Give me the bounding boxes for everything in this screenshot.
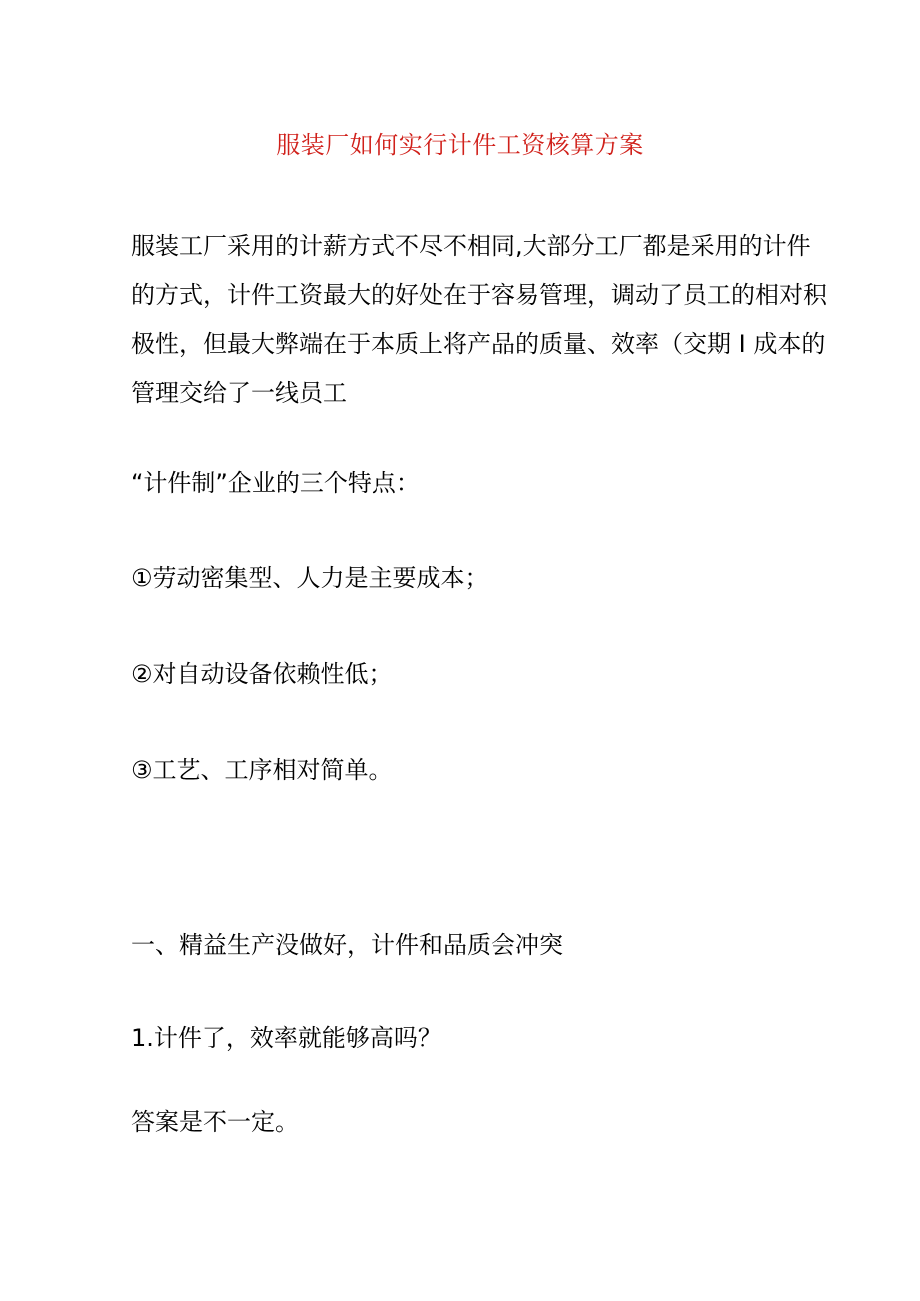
question-text: 1.计件了，效率就能够高吗？ (131, 1024, 442, 1052)
feature-item: ①劳动密集型、人力是主要成本； (131, 564, 489, 592)
section-heading: 一、精益生产没做好，计件和品质会冲突 (131, 931, 563, 959)
intro-paragraph (131, 222, 827, 418)
feature-item: ③工艺、工序相对简单。 (131, 756, 393, 784)
intro-line: 管理交给了一线员工 (131, 379, 347, 407)
features-heading: “计件制”企业的三个特点： (131, 469, 420, 497)
feature-item: ②对自动设备依赖性低； (131, 660, 393, 688)
intro-line: 的方式，计件工资最大的好处在于容易管理，调动了员工的相对积 (131, 281, 827, 309)
answer-text: 答案是不一定。 (131, 1108, 299, 1136)
intro-line: 服装工厂采用的计薪方式不尽不相同,大部分工厂都是采用的计件 (131, 232, 811, 260)
intro-line: 极性，但最大弊端在于本质上将产品的质量、效率（交期 I 成本的 (131, 330, 826, 358)
document-title: 服装厂如何实行计件工资核算方案 (276, 131, 644, 159)
